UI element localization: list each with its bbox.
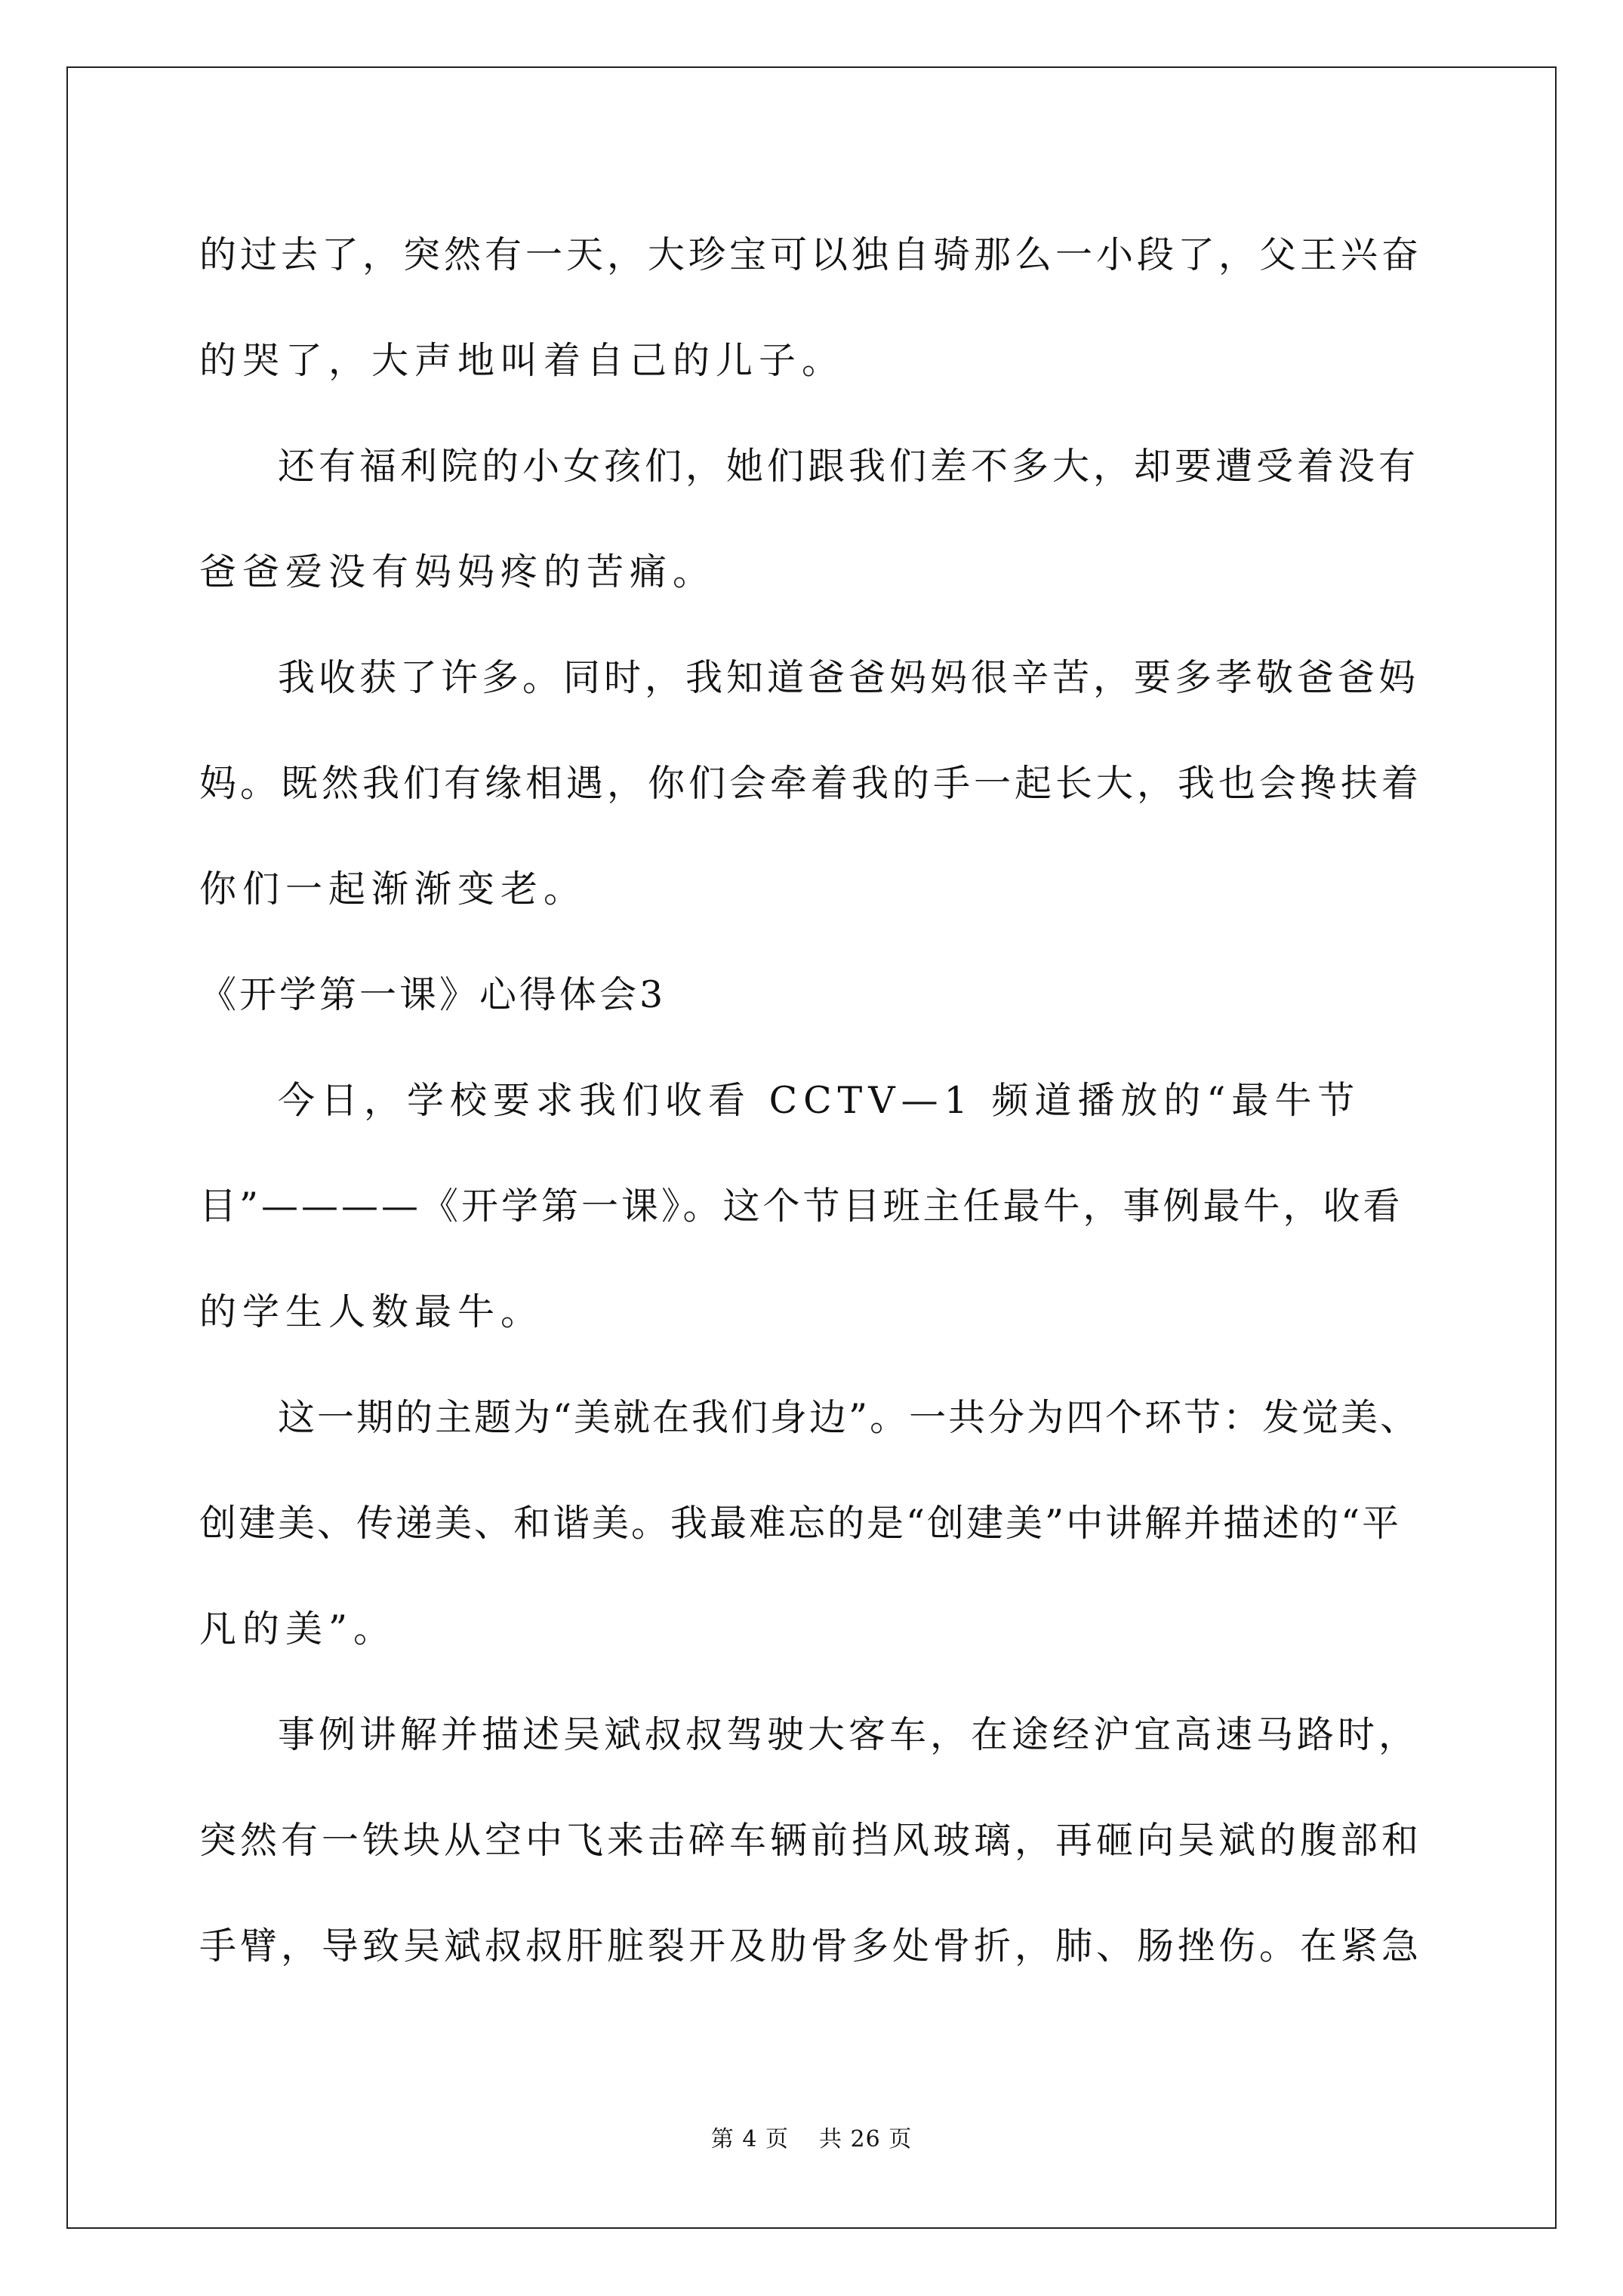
paragraph-start-line: 这一期的主题为“美就在我们身边”。一共分为四个环节：发觉美、 bbox=[278, 1396, 1420, 1439]
text-line: 妈。既然我们有缘相遇，你们会牵着我的手一起长大，我也会搀扶着 bbox=[199, 762, 1422, 805]
document-body bbox=[199, 202, 1422, 1999]
paragraph-start-line: 还有福利院的小女孩们，她们跟我们差不多大，却要遭受着没有 bbox=[278, 445, 1420, 488]
paragraph-start-line: 我收获了许多。同时，我知道爸爸妈妈很辛苦，要多孝敬爸爸妈 bbox=[278, 656, 1420, 699]
page-number: 第 4 页 bbox=[710, 2126, 789, 2153]
text-line: 目”————《开学第一课》。这个节目班主任最牛，事例最牛，收看 bbox=[199, 1185, 1403, 1228]
text-line: 凡的美”。 bbox=[199, 1607, 397, 1650]
page-total: 共 26 页 bbox=[818, 2126, 913, 2153]
text-line: 你们一起渐渐变老。 bbox=[199, 868, 587, 911]
page-footer bbox=[0, 2120, 1623, 2153]
text-line: 创建美、传递美、和谐美。我最难忘的是“创建美”中讲解并描述的“平 bbox=[199, 1502, 1402, 1545]
text-line: 的过去了，突然有一天，大珍宝可以独自骑那么一小段了，父王兴奋 bbox=[199, 233, 1422, 276]
paragraph-start-line: 今日，学校要求我们收看 CCTV—1 频道播放的“最牛节 bbox=[278, 1079, 1361, 1122]
text-line: 爸爸爱没有妈妈疼的苦痛。 bbox=[199, 550, 716, 593]
text-line: 突然有一铁块从空中飞来击碎车辆前挡风玻璃，再砸向吴斌的腹部和 bbox=[199, 1819, 1422, 1862]
section-heading: 《开学第一课》心得体会3 bbox=[199, 973, 667, 1016]
text-line: 手臂，导致吴斌叔叔肝脏裂开及肋骨多处骨折，肺、肠挫伤。在紧急 bbox=[199, 1925, 1422, 1968]
paragraph-start-line: 事例讲解并描述吴斌叔叔驾驶大客车，在途经沪宜高速马路时， bbox=[278, 1713, 1420, 1756]
text-line: 的哭了，大声地叫着自己的儿子。 bbox=[199, 339, 845, 382]
text-line: 的学生人数最牛。 bbox=[199, 1290, 544, 1333]
